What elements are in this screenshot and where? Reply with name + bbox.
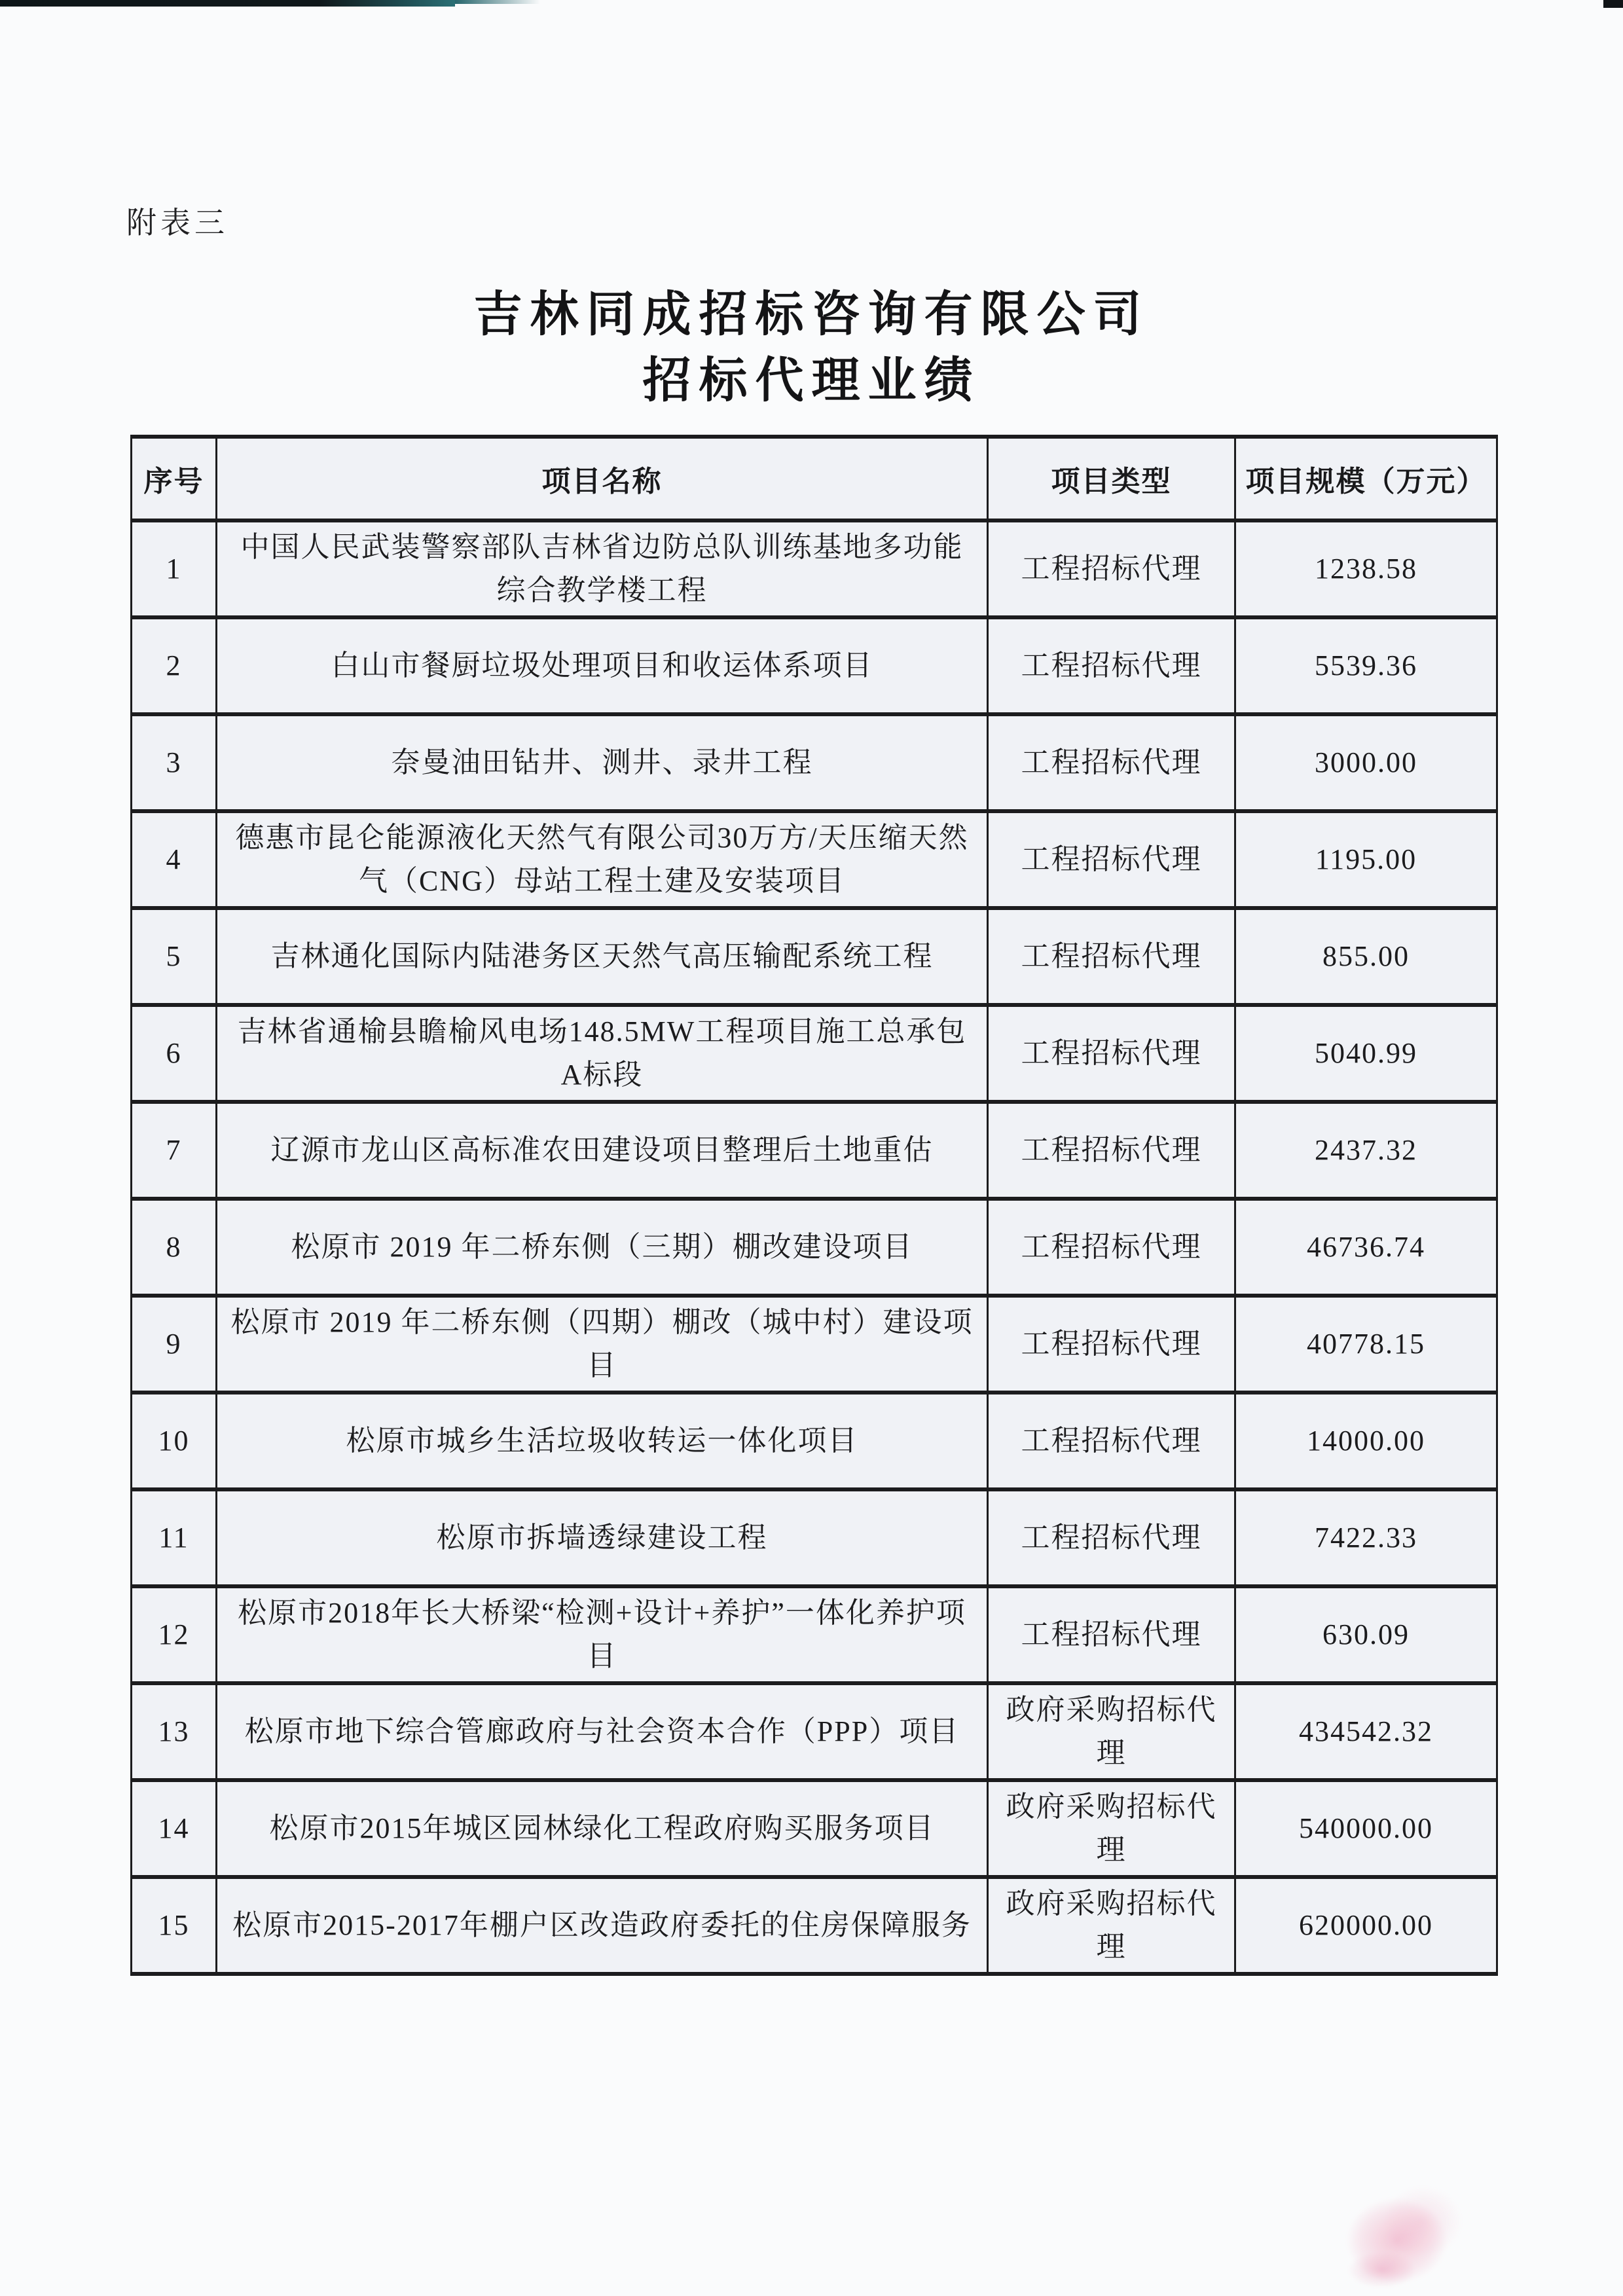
cell-project-type: 工程招标代理 bbox=[988, 1296, 1235, 1393]
cell-serial-number: 6 bbox=[132, 1005, 217, 1102]
cell-project-type: 工程招标代理 bbox=[988, 811, 1235, 908]
cell-serial-number: 11 bbox=[132, 1489, 217, 1586]
cell-serial-number: 1 bbox=[132, 520, 217, 617]
cell-project-type: 工程招标代理 bbox=[988, 908, 1235, 1005]
cell-serial-number: 2 bbox=[132, 617, 217, 714]
cell-project-scale: 630.09 bbox=[1235, 1586, 1497, 1683]
cell-serial-number: 12 bbox=[132, 1586, 217, 1683]
cell-project-name: 德惠市昆仑能源液化天然气有限公司30万方/天压缩天然气（CNG）母站工程土建及安装项目 bbox=[217, 811, 988, 908]
cell-serial-number: 5 bbox=[132, 908, 217, 1005]
cell-serial-number: 15 bbox=[132, 1877, 217, 1974]
cell-project-scale: 2437.32 bbox=[1235, 1102, 1497, 1199]
cell-project-scale: 46736.74 bbox=[1235, 1199, 1497, 1296]
table-row bbox=[132, 1005, 1497, 1102]
cell-project-scale: 5539.36 bbox=[1235, 617, 1497, 714]
table-row bbox=[132, 520, 1497, 617]
header-project-type: 项目类型 bbox=[988, 437, 1235, 520]
cell-project-type: 工程招标代理 bbox=[988, 1005, 1235, 1102]
scan-artifact-top-streak bbox=[0, 0, 455, 7]
cell-project-name: 吉林省通榆县瞻榆风电场148.5MW工程项目施工总承包A标段 bbox=[217, 1005, 988, 1102]
cell-project-name: 松原市2015年城区园林绿化工程政府购买服务项目 bbox=[217, 1780, 988, 1877]
cell-project-type: 工程招标代理 bbox=[988, 1393, 1235, 1489]
cell-serial-number: 7 bbox=[132, 1102, 217, 1199]
cell-serial-number: 9 bbox=[132, 1296, 217, 1393]
table-row bbox=[132, 714, 1497, 811]
cell-project-name: 奈曼油田钻井、测井、录井工程 bbox=[217, 714, 988, 811]
cell-project-name: 吉林通化国际内陆港务区天然气高压输配系统工程 bbox=[217, 908, 988, 1005]
cell-project-type: 工程招标代理 bbox=[988, 1586, 1235, 1683]
cell-project-type: 政府采购招标代理 bbox=[988, 1683, 1235, 1780]
cell-project-name: 中国人民武装警察部队吉林省边防总队训练基地多功能综合教学楼工程 bbox=[217, 520, 988, 617]
cell-project-scale: 620000.00 bbox=[1235, 1877, 1497, 1974]
table-row bbox=[132, 617, 1497, 714]
document-subtitle-line: 招标代理业绩 bbox=[642, 352, 981, 407]
header-project-scale: 项目规模（万元） bbox=[1235, 437, 1497, 520]
cell-project-scale: 1195.00 bbox=[1235, 811, 1497, 908]
table-row bbox=[132, 811, 1497, 908]
stamp-smudge bbox=[1329, 2170, 1480, 2296]
cell-project-name: 松原市地下综合管廊政府与社会资本合作（PPP）项目 bbox=[217, 1683, 988, 1780]
performance-table bbox=[130, 435, 1498, 1976]
header-serial-number: 序号 bbox=[132, 437, 217, 520]
cell-project-scale: 434542.32 bbox=[1235, 1683, 1497, 1780]
cell-project-name: 松原市拆墙透绿建设工程 bbox=[217, 1489, 988, 1586]
cell-serial-number: 4 bbox=[132, 811, 217, 908]
table-row bbox=[132, 1489, 1497, 1586]
cell-project-type: 工程招标代理 bbox=[988, 1199, 1235, 1296]
cell-project-name: 松原市 2019 年二桥东侧（四期）棚改（城中村）建设项目 bbox=[217, 1296, 988, 1393]
table-row bbox=[132, 908, 1497, 1005]
cell-project-type: 政府采购招标代理 bbox=[988, 1877, 1235, 1974]
header-project-name: 项目名称 bbox=[217, 437, 988, 520]
cell-project-scale: 1238.58 bbox=[1235, 520, 1497, 617]
table-row bbox=[132, 1199, 1497, 1296]
cell-serial-number: 13 bbox=[132, 1683, 217, 1780]
cell-project-scale: 540000.00 bbox=[1235, 1780, 1497, 1877]
table-row bbox=[132, 1780, 1497, 1877]
cell-project-scale: 7422.33 bbox=[1235, 1489, 1497, 1586]
cell-project-type: 工程招标代理 bbox=[988, 1489, 1235, 1586]
appendix-label: 附表三 bbox=[126, 206, 228, 240]
cell-project-name: 白山市餐厨垃圾处理项目和收运体系项目 bbox=[217, 617, 988, 714]
cell-project-type: 工程招标代理 bbox=[988, 714, 1235, 811]
document-title bbox=[0, 282, 1623, 413]
table-row bbox=[132, 1393, 1497, 1489]
cell-project-scale: 3000.00 bbox=[1235, 714, 1497, 811]
table-row bbox=[132, 1683, 1497, 1780]
cell-serial-number: 8 bbox=[132, 1199, 217, 1296]
cell-project-name: 松原市 2019 年二桥东侧（三期）棚改建设项目 bbox=[217, 1199, 988, 1296]
table-row bbox=[132, 1102, 1497, 1199]
cell-project-scale: 5040.99 bbox=[1235, 1005, 1497, 1102]
scan-artifact-top-streak-tail bbox=[455, 0, 540, 4]
cell-serial-number: 14 bbox=[132, 1780, 217, 1877]
cell-project-type: 工程招标代理 bbox=[988, 617, 1235, 714]
cell-project-name: 松原市城乡生活垃圾收转运一体化项目 bbox=[217, 1393, 988, 1489]
cell-project-scale: 855.00 bbox=[1235, 908, 1497, 1005]
cell-project-type: 工程招标代理 bbox=[988, 1102, 1235, 1199]
scan-artifact-corner-mark bbox=[1603, 0, 1623, 8]
cell-project-name: 辽源市龙山区高标准农田建设项目整理后土地重估 bbox=[217, 1102, 988, 1199]
cell-project-scale: 40778.15 bbox=[1235, 1296, 1497, 1393]
cell-serial-number: 3 bbox=[132, 714, 217, 811]
cell-project-scale: 14000.00 bbox=[1235, 1393, 1497, 1489]
cell-project-name: 松原市2015-2017年棚户区改造政府委托的住房保障服务 bbox=[217, 1877, 988, 1974]
table-row bbox=[132, 1296, 1497, 1393]
company-name-title-line: 吉林同成招标咨询有限公司 bbox=[473, 287, 1150, 341]
cell-project-type: 工程招标代理 bbox=[988, 520, 1235, 617]
cell-serial-number: 10 bbox=[132, 1393, 217, 1489]
table-row bbox=[132, 1586, 1497, 1683]
table-header-row bbox=[132, 437, 1497, 520]
cell-project-name: 松原市2018年长大桥梁“检测+设计+养护”一体化养护项目 bbox=[217, 1586, 988, 1683]
table-row bbox=[132, 1877, 1497, 1974]
cell-project-type: 政府采购招标代理 bbox=[988, 1780, 1235, 1877]
